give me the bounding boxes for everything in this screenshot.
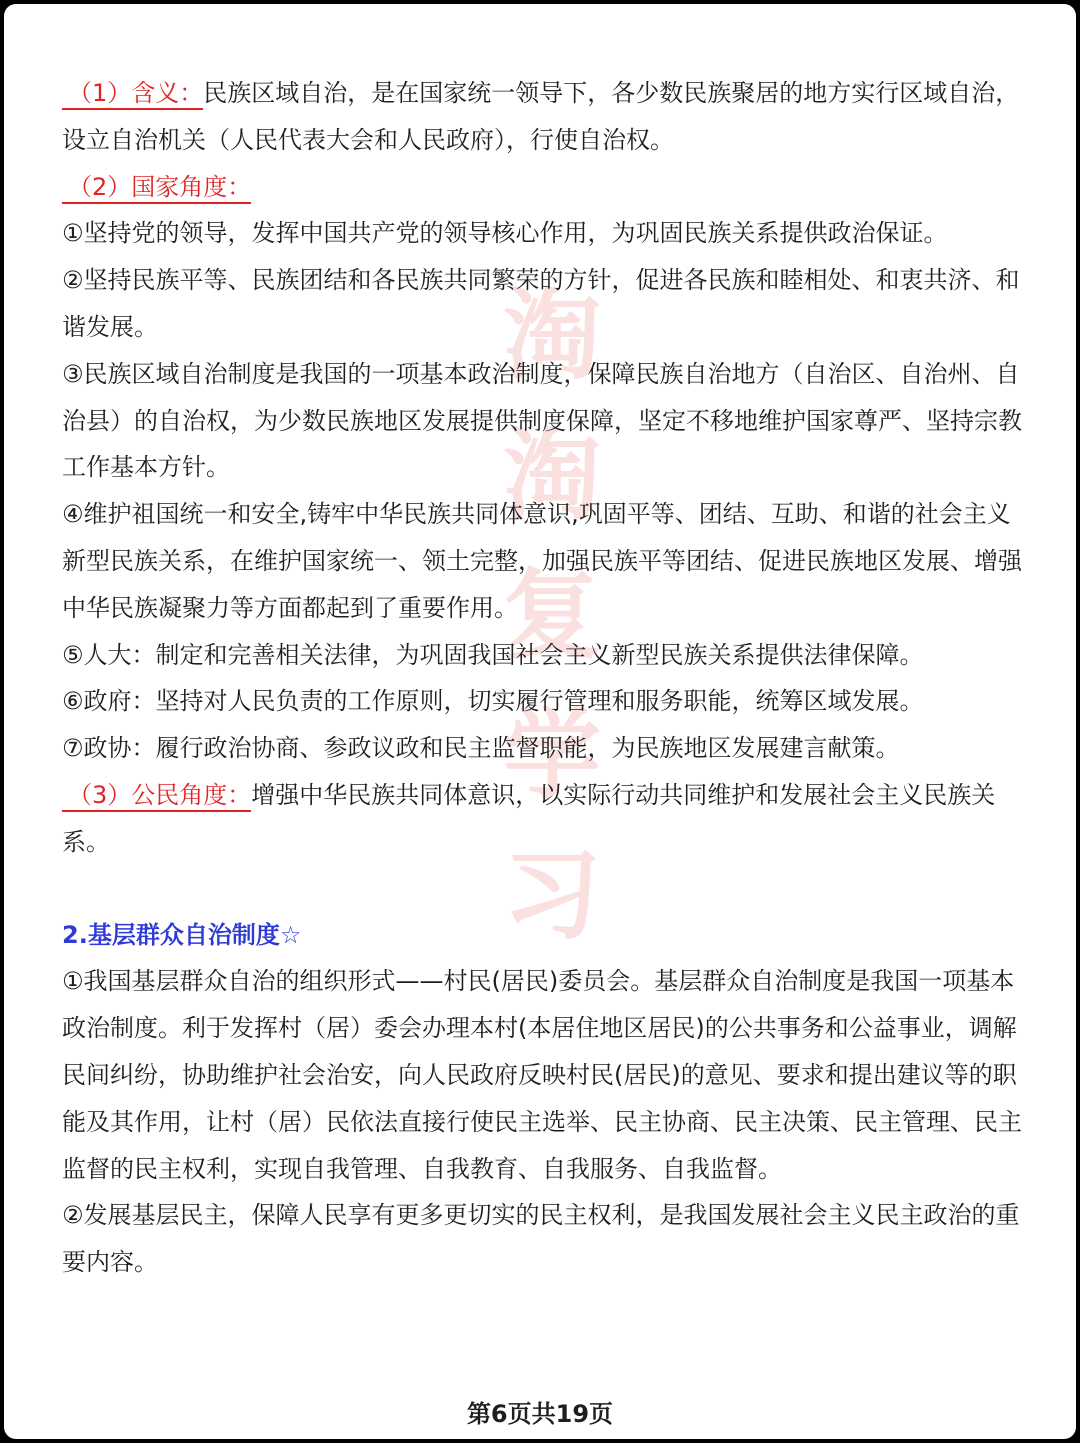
grassroots-point-2: ②发展基层民主，保障人民享有更多更切实的民主权利，是我国发展社会主义民主政治的重要内容。 [62, 1201, 1020, 1277]
watermark-char: 淘 [502, 278, 601, 393]
state-point-6: ⑥政府：坚持对人民负责的工作原则，切实履行管理和服务职能，统筹区域发展。 [62, 687, 924, 716]
section-2-title: 2.基层群众自治制度☆ [62, 920, 302, 949]
citizen-paragraph [62, 772, 1022, 866]
citizen-text: 增强中华民族共同体意识，以实际行动共同维护和发展社会主义民族关系。 [62, 780, 996, 856]
meaning-label: （1）含义： [62, 79, 203, 110]
page-indicator: 第6页共19页 [466, 1400, 614, 1428]
watermark-char: 习 [502, 838, 601, 953]
watermark-char: 淘 [502, 418, 601, 533]
state-label: （2）国家角度： [62, 173, 251, 204]
meaning-paragraph [62, 70, 1022, 164]
state-point-2: ②坚持民族平等、民族团结和各民族共同繁荣的方针，促进各民族和睦相处、和衷共济、和谐发展。 [62, 266, 1020, 341]
citizen-label: （3）公民角度： [62, 781, 251, 812]
meaning-text: 民族区域自治，是在国家统一领导下，各少数民族聚居的地方实行区域自治，设立自治机关（人民代表大会和人民政府），行使自治权。 [62, 79, 1020, 154]
state-point-1: ①坚持党的领导，发挥中国共产党的领导核心作用，为巩固民族关系提供政治保证。 [62, 219, 948, 248]
watermark-char: 复 [502, 558, 601, 673]
state-point-3: ③民族区域自治制度是我国的一项基本政治制度，保障民族自治地方（自治区、自治州、自治县）的自治权，为少数民族地区发展提供制度保障，坚定不移地维护国家尊严、坚持宗教工作基本方针。 [62, 359, 1022, 482]
grassroots-point-1: ①我国基层群众自治的组织形式——村民(居民)委员会。基层群众自治制度是我国一项基本政治制度。利于发挥村（居）委会办理本村(本居住地区居民)的公共事务和公益事业，调解民间纠纷，协助维护社会治安，向人民政府反映村民(居民)的意见、要求和提出建议等的职能及其作用，让村（居）民依法直接行使民主选举、民主协商、民主决策、民主管理、民主监督的民主权利，实现自我管理、自我教育、自我服务、自我监督。 [62, 967, 1022, 1183]
document-page [4, 4, 1076, 1439]
watermark-char: 学 [502, 698, 601, 813]
state-perspective-heading [62, 164, 1022, 211]
content-body [62, 70, 1022, 1286]
state-point-4: ④维护祖国统一和安全,铸牢中华民族共同体意识,巩固平等、团结、互助、和谐的社会主义新型民族关系，在维护国家统一、领土完整，加强民族平等团结、促进民族地区发展、增强中华民族凝聚力等方面都起到了重要作用。 [62, 500, 1022, 622]
state-point-7: ⑦政协：履行政治协商、参政议政和民主监督职能，为民族地区发展建言献策。 [62, 734, 900, 763]
state-point-5: ⑤人大：制定和完善相关法律，为巩固我国社会主义新型民族关系提供法律保障。 [62, 640, 924, 669]
